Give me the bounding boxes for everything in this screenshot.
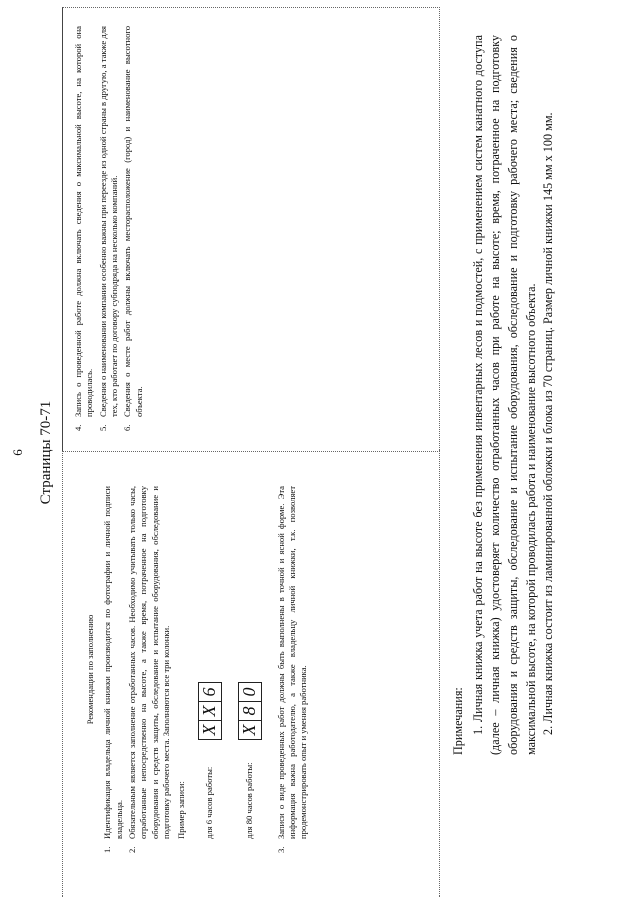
example-row-80h [232, 486, 268, 839]
item-text: Идентификация владельца личной книжки производится по фотографии и личной подписи владельца. [102, 486, 124, 839]
list-item [127, 486, 172, 853]
list-item [122, 26, 145, 431]
example-caption: для 80 часов работы: [244, 762, 255, 839]
hours-cell: 8 [238, 701, 262, 721]
list-item [73, 26, 96, 431]
note-paragraph: 2. Личная книжка состоит из ламинированной обложки и блока из 70 страниц. Размер личной книжки 145 мм х 100 мм. [541, 112, 556, 735]
left-sheet [62, 451, 440, 897]
page-number: 6 [10, 449, 25, 456]
right-sheet [62, 7, 440, 451]
pages-title: Страницы 70-71 [38, 400, 54, 505]
hours-cell: 6 [198, 682, 222, 702]
list-item [102, 486, 125, 853]
item-text: Сведения о месте работ должны включать месторасположение (город) и наименование высотного объекта. [122, 26, 144, 417]
recommendations-title: Рекомендации по заполнению [85, 614, 95, 725]
hours-cell: 0 [238, 682, 262, 702]
hours-cell: X [198, 701, 222, 721]
item-number: 6. [122, 424, 133, 431]
list-item [276, 486, 310, 853]
list-item [98, 26, 121, 431]
example-label: Пример записи: [176, 781, 187, 839]
hours-cell: X [198, 720, 222, 740]
item-number: 3. [275, 846, 286, 853]
item-text: Сведения о наименовании компании особенно важны при переезде из одной страны в другую, а также для тех, кто работает по договору субподряда на несколько компаний. [97, 26, 120, 417]
example-row-6h [192, 486, 228, 839]
item-text: Записи о виде проведенных работ должны быть выполнены в точной и ясной форме. Эта информация важна работодателю, а также владельцу личной книжки, т.к. позволяет продемонстрировать опыт и умения работника. [275, 486, 309, 839]
item-number: 5. [97, 424, 108, 431]
item-number: 1. [102, 846, 113, 853]
note-paragraph: 1. Личная книжка учета работ на высоте без применения инвентарных лесов и подмостей, с применением систем канатного доступа (далее – личная книжка) удостоверяет количество отработанных часов при работе на высоте; время, потраченное на подготовку оборудования и средств защиты, обследование и испытание оборудования, обследование и подготовку рабочего места; сведения о максимальной высоте, на которой проводилась работа и наименование высотного объекта. [470, 35, 538, 755]
item-number: 2. [127, 846, 138, 853]
hours-cell: X [238, 720, 262, 740]
item-text: Запись о проведенной работе должна включать сведения о максимальной высоте, на которой она проводилась. [73, 26, 95, 417]
book-spread [62, 7, 440, 897]
notes-heading: Примечания: [451, 687, 465, 755]
item-text: Обязательным является заполнение отработанных часов. Необходимо учитывать только часы, отработанные непосредственно на высоте, а также время, потраченное на подготовку оборудования и средств защиты, обследование и испытание оборудования, обследование и подготовку рабочего места. Заполняются все три колонки. [127, 486, 172, 839]
item-number: 4. [73, 424, 83, 431]
hours-boxes [198, 682, 222, 739]
example-block [176, 486, 267, 839]
hours-boxes [238, 682, 262, 739]
notes-section [450, 35, 558, 755]
example-caption: для 6 часов работы: [204, 766, 215, 839]
